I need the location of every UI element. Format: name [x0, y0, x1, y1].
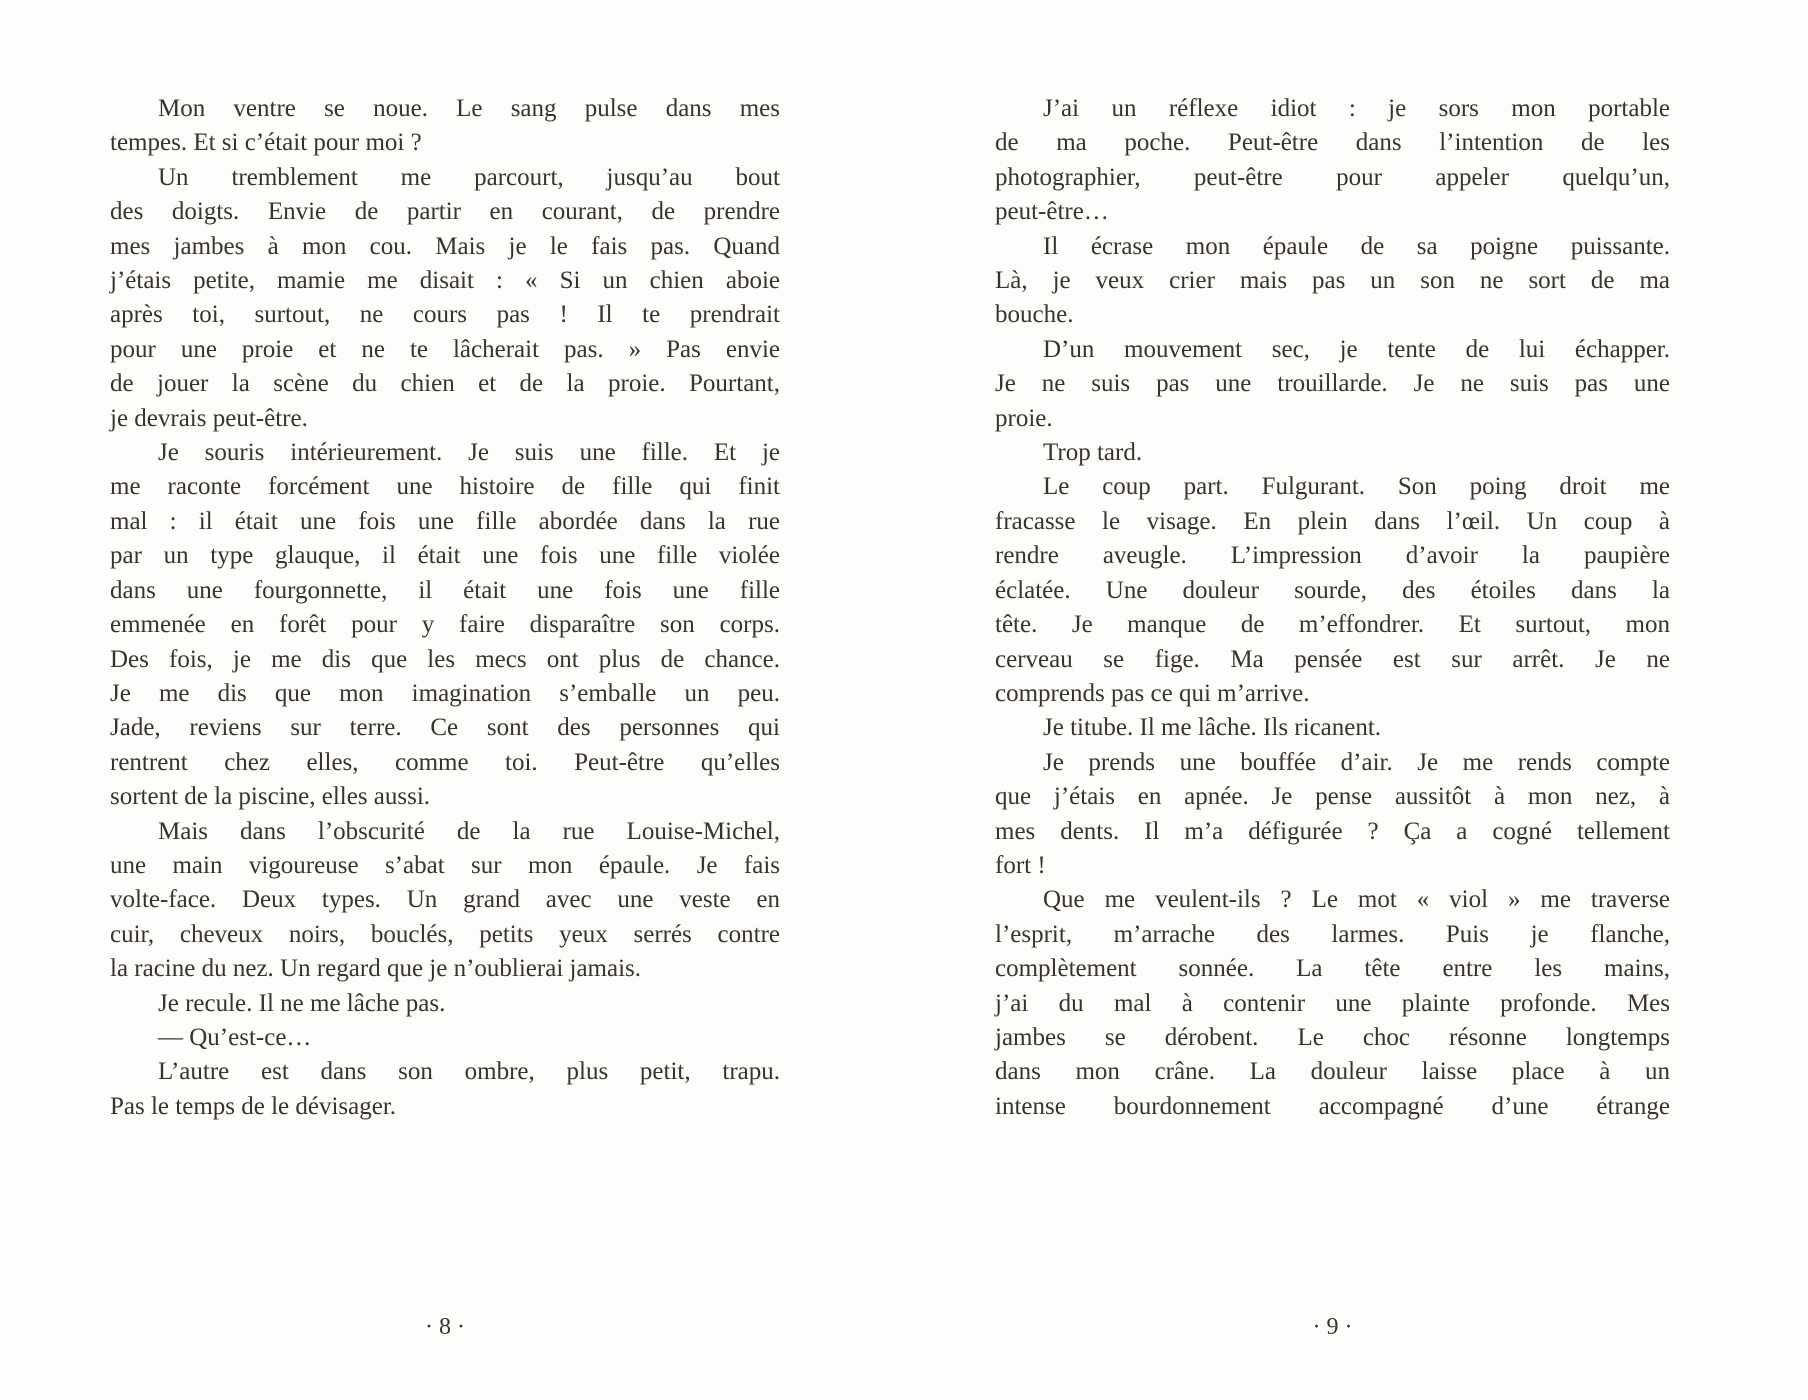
- paragraph: [995, 436, 1670, 470]
- text-line: mes dents. Il m’a défigurée ? Ça a cogné tellement: [995, 817, 1670, 845]
- text-line: comprends pas ce qui m’arrive.: [995, 679, 1310, 707]
- paragraph: [995, 333, 1670, 436]
- page-9-text-block: [995, 92, 1670, 1124]
- text-line: Que me veulent-ils ? Le mot « viol » me traverse: [1043, 886, 1670, 914]
- text-line: D’un mouvement sec, je tente de lui échapper.: [1043, 335, 1670, 363]
- text-line: Là, je veux crier mais pas un son ne sort de ma: [995, 267, 1670, 295]
- text-line: Mon ventre se noue. Le sang pulse dans mes: [158, 95, 780, 122]
- paragraph: [995, 230, 1670, 333]
- text-line: rentrent chez elles, comme toi. Peut-être qu’elles: [110, 748, 780, 776]
- text-line: intense bourdonnement accompagné d’une étrange: [995, 1092, 1670, 1120]
- text-line: me raconte forcément une histoire de fille qui finit: [110, 473, 780, 501]
- text-line: Jade, reviens sur terre. Ce sont des personnes qui: [110, 714, 780, 742]
- text-line: bouche.: [995, 301, 1074, 329]
- text-line: cerveau se fige. Ma pensée est sur arrêt. Je ne: [995, 645, 1670, 673]
- paragraph: [995, 711, 1670, 745]
- text-line: jambes se dérobent. Le choc résonne longtemps: [995, 1023, 1670, 1051]
- text-line: j’étais petite, mamie me disait : « Si un chien aboie: [110, 267, 780, 295]
- text-line: J’ai un réflexe idiot : je sors mon portable: [1043, 95, 1670, 122]
- text-line: fracasse le visage. En plein dans l’œil. Un coup à: [995, 507, 1670, 535]
- text-line: mal : il était une fois une fille abordée dans la rue: [110, 507, 780, 535]
- text-line: je devrais peut-être.: [110, 404, 308, 432]
- text-line: Je ne suis pas une trouillarde. Je ne suis pas une: [995, 370, 1670, 398]
- text-line: par un type glauque, il était une fois une fille violée: [110, 542, 780, 570]
- text-line: peut-être…: [995, 198, 1109, 226]
- text-line: Je prends une bouffée d’air. Je me rends compte: [1043, 748, 1670, 776]
- text-line: des doigts. Envie de partir en courant, de prendre: [110, 198, 780, 226]
- text-line: tempes. Et si c’était pour moi ?: [110, 129, 422, 157]
- text-line: Un tremblement me parcourt, jusqu’au bout: [158, 163, 780, 191]
- text-line: l’esprit, m’arrache des larmes. Puis je flanche,: [995, 920, 1670, 948]
- text-line: Je recule. Il ne me lâche pas.: [158, 989, 446, 1017]
- text-line: Je me dis que mon imagination s’emballe un peu.: [110, 679, 780, 707]
- page-number-left: ·8·: [425, 1314, 471, 1340]
- text-line: L’autre est dans son ombre, plus petit, trapu.: [158, 1058, 780, 1086]
- text-line: sortent de la piscine, elles aussi.: [110, 783, 431, 811]
- paragraph: [995, 883, 1670, 1124]
- text-line: une main vigoureuse s’abat sur mon épaule. Je fais: [110, 851, 780, 879]
- text-line: après toi, surtout, ne cours pas ! Il te prendrait: [110, 301, 780, 329]
- text-line: Mais dans l’obscurité de la rue Louise-Michel,: [158, 817, 780, 845]
- text-line: de ma poche. Peut-être dans l’intention de les: [995, 129, 1670, 157]
- text-line: emmenée en forêt pour y faire disparaître son corps.: [110, 611, 780, 639]
- text-line: éclatée. Une douleur sourde, des étoiles dans la: [995, 576, 1670, 604]
- text-line: Des fois, je me dis que les mecs ont plus de chance.: [110, 645, 780, 673]
- text-line: photographier, peut-être pour appeler quelqu’un,: [995, 163, 1670, 191]
- text-line: Il écrase mon épaule de sa poigne puissante.: [1043, 232, 1670, 260]
- text-line: fort !: [995, 851, 1046, 879]
- text-line: complètement sonnée. La tête entre les mains,: [995, 955, 1670, 983]
- text-line: Je titube. Il me lâche. Ils ricanent.: [1043, 714, 1382, 742]
- paragraph: [110, 1021, 780, 1055]
- page-number-right: ·9·: [1312, 1314, 1359, 1340]
- text-line: que j’étais en apnée. Je pense aussitôt à mon nez, à: [995, 783, 1670, 811]
- paragraph: [110, 815, 780, 987]
- text-line: la racine du nez. Un regard que je n’oublierai jamais.: [110, 955, 642, 983]
- paragraph: [110, 987, 780, 1021]
- text-line: cuir, cheveux noirs, bouclés, petits yeux serrés contre: [110, 920, 780, 948]
- page-8-text-block: [110, 92, 780, 1124]
- text-line: Trop tard.: [1043, 439, 1143, 467]
- text-line: dans une fourgonnette, il était une fois une fille: [110, 576, 780, 604]
- text-line: Pas le temps de le dévisager.: [110, 1092, 397, 1120]
- text-line: — Qu’est-ce…: [158, 1023, 312, 1051]
- text-line: proie.: [995, 404, 1053, 432]
- paragraph: [995, 470, 1670, 711]
- paragraph: [110, 1055, 780, 1124]
- text-line: j’ai du mal à contenir une plainte profonde. Mes: [995, 989, 1670, 1017]
- paragraph: [110, 161, 780, 436]
- text-line: volte-face. Deux types. Un grand avec une veste en: [110, 886, 780, 914]
- text-line: mes jambes à mon cou. Mais je le fais pas. Quand: [110, 232, 780, 260]
- paragraph: [110, 436, 780, 814]
- text-line: de jouer la scène du chien et de la proie. Pourtant,: [110, 370, 780, 398]
- text-line: pour une proie et ne te lâcherait pas. » Pas envie: [110, 335, 780, 363]
- paragraph: [995, 92, 1670, 230]
- text-line: tête. Je manque de m’effondrer. Et surtout, mon: [995, 611, 1670, 639]
- text-line: rendre aveugle. L’impression d’avoir la paupière: [995, 542, 1670, 570]
- paragraph: [110, 92, 780, 161]
- text-line: dans mon crâne. La douleur laisse place à un: [995, 1058, 1670, 1086]
- paragraph: [995, 746, 1670, 884]
- text-line: Je souris intérieurement. Je suis une fille. Et je: [158, 439, 780, 467]
- text-line: Le coup part. Fulgurant. Son poing droit me: [1043, 473, 1670, 501]
